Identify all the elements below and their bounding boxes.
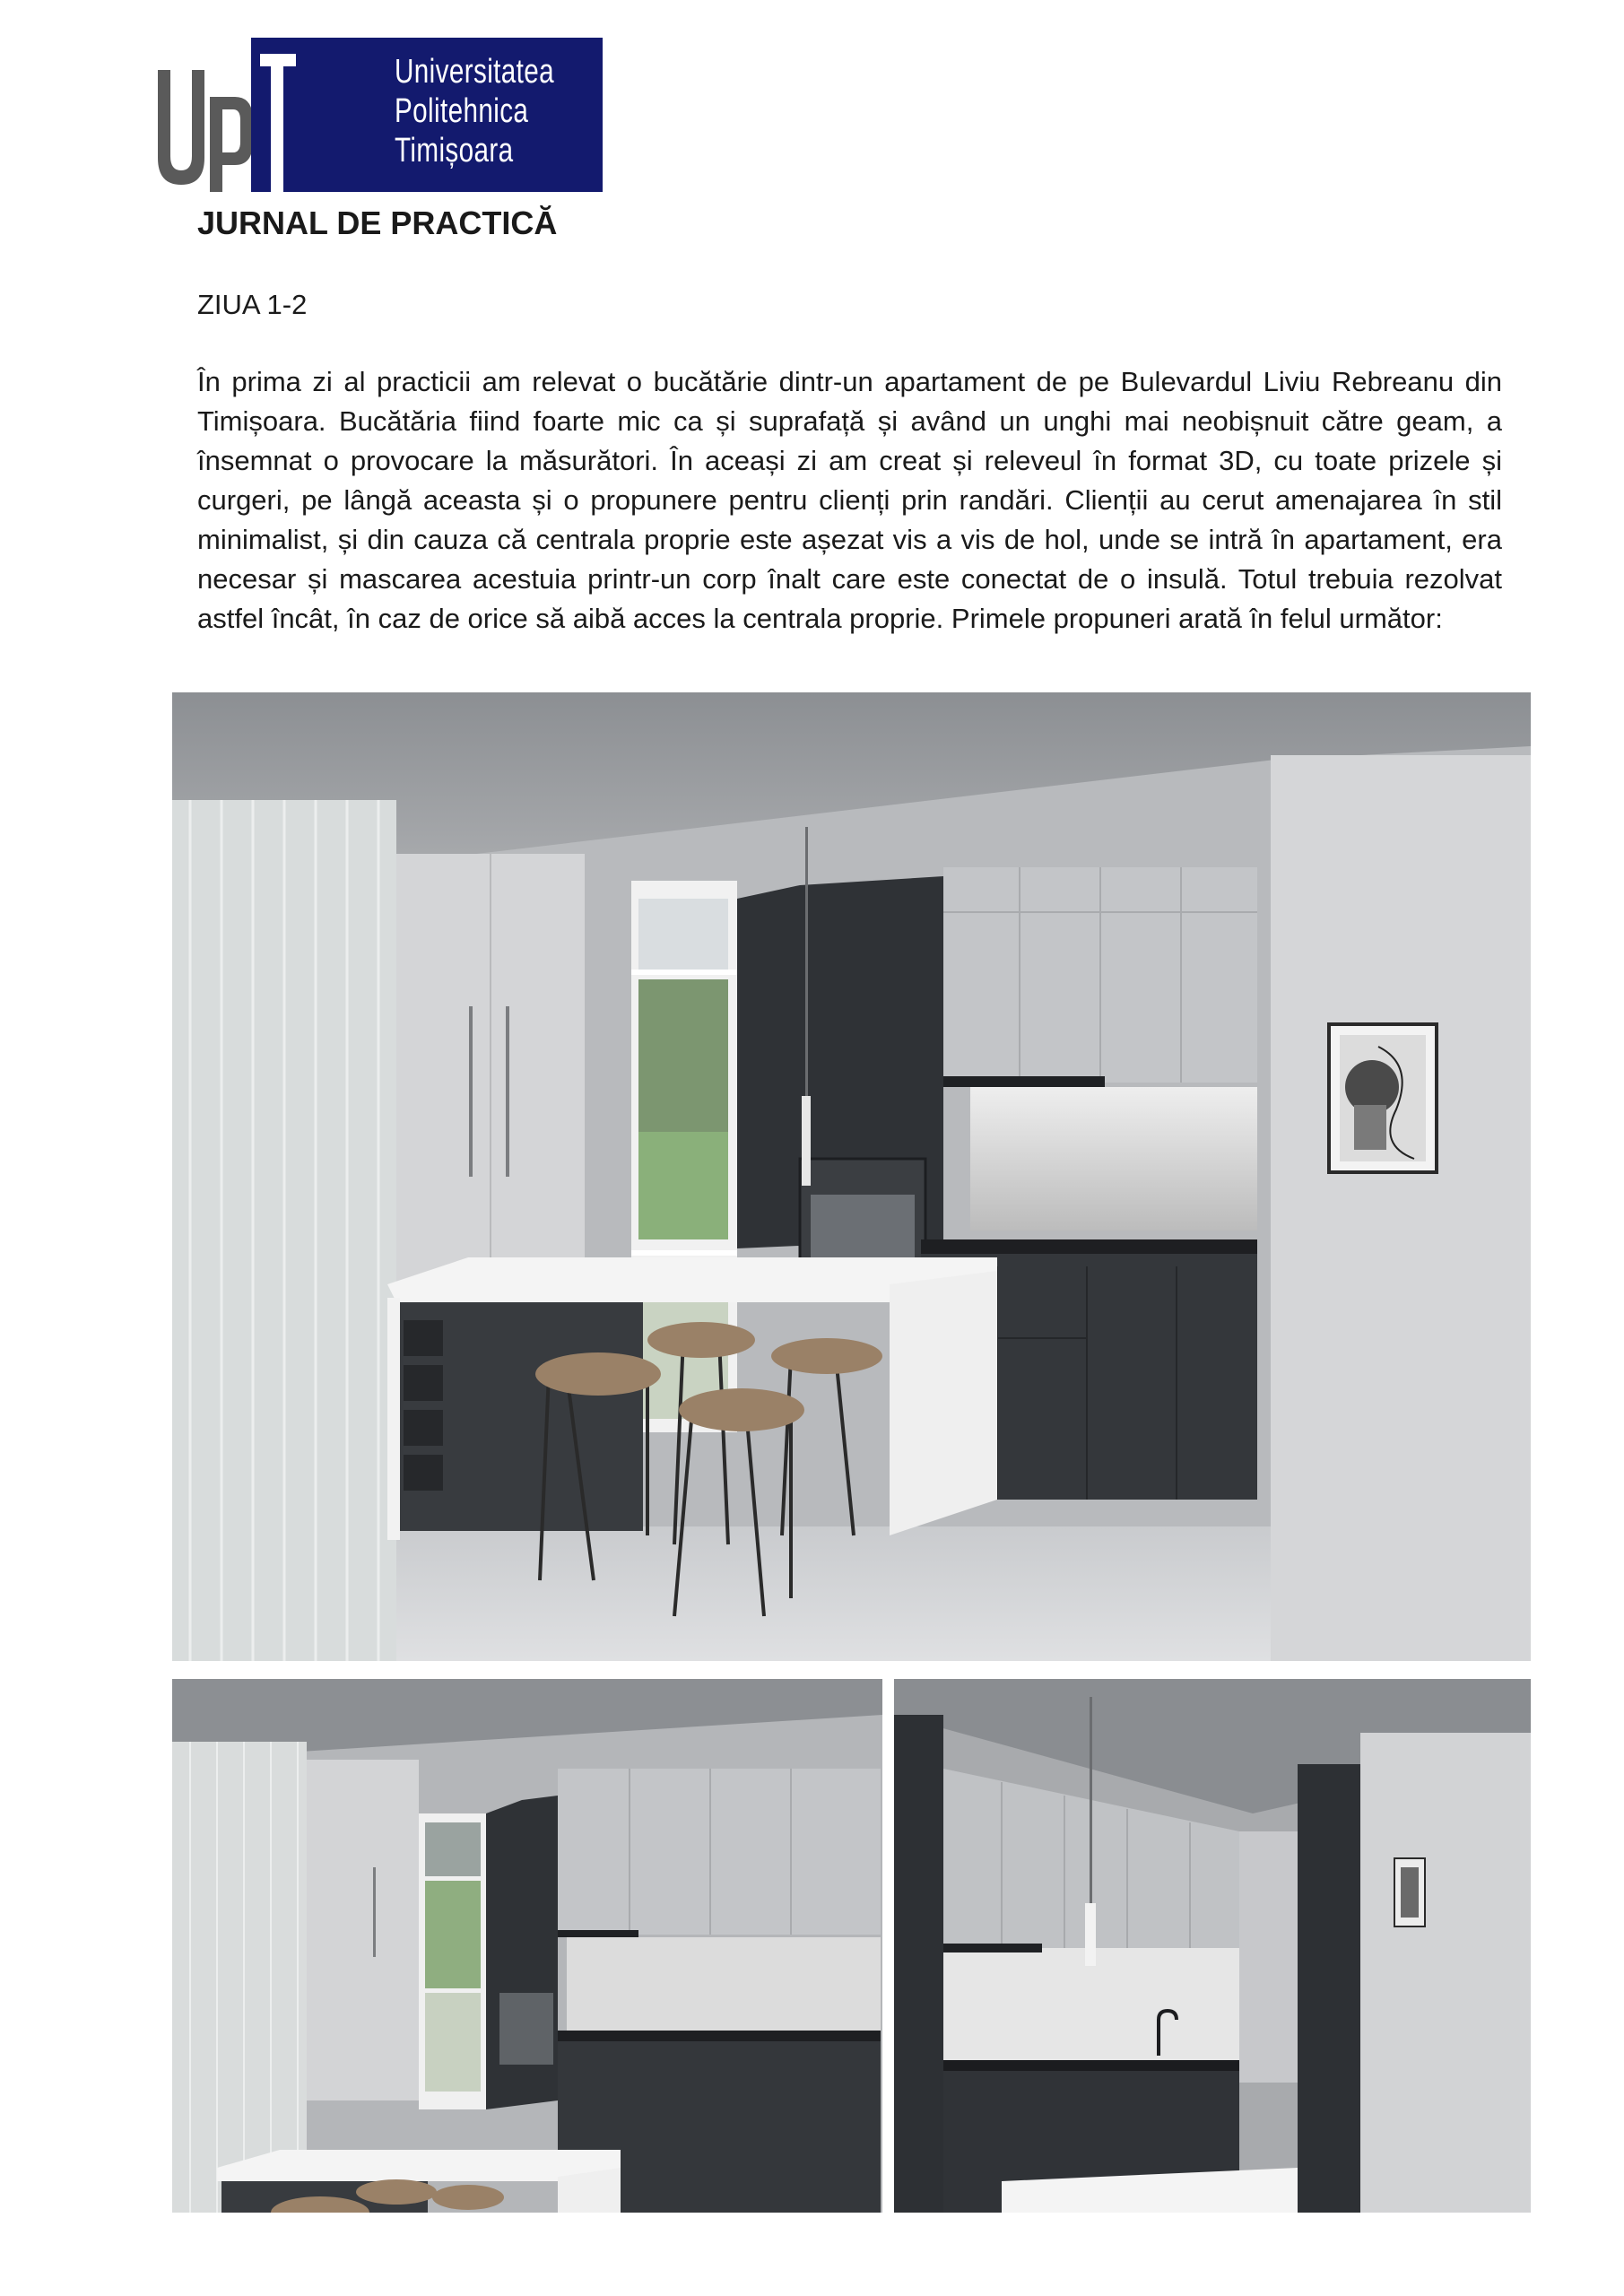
logo-t-mark xyxy=(260,38,296,192)
logo-line-3: Timișoara xyxy=(395,132,514,170)
logo-wordmark xyxy=(395,52,554,170)
upt-letters-logo xyxy=(154,61,253,192)
document-title: JURNAL DE PRACTICĂ xyxy=(197,204,558,241)
day-label: ZIUA 1-2 xyxy=(197,289,308,320)
kitchen-render-right xyxy=(894,1679,1531,2213)
logo-navy-panel xyxy=(251,38,603,192)
kitchen-render-main xyxy=(172,692,1531,1661)
body-paragraph: În prima zi al practicii am relevat o bucătărie dintr-un apartament de pe Bulevardul Liviu Rebreanu din Timișoara. Bucătăria fiind foarte mic ca și suprafață și având un unghi mai neobișnuit către geam, a însemnat o provocare la măsurători. În aceași zi am creat și releveul în format 3D, cu toate prizele și curgeri, pe lângă aceasta și o propunere pentru clienți prin randări. Clienții au cerut amenajarea în stil minimalist, și din cauza că centrala proprie este așezat vis a vis de hol, unde se intră în apartament, era necesar și mascarea acestuia printr-un corp înalt care este conectat de o insulă. Totul trebuia rezolvat astfel încât, în caz de orice să aibă acces la centrala proprie. Primele propuneri arată în felul următor: xyxy=(197,366,1502,634)
logo-line-1: Universitatea xyxy=(395,53,555,91)
logo-line-2: Politehnica xyxy=(395,92,529,130)
university-logo xyxy=(154,38,603,192)
kitchen-render-left xyxy=(172,1679,882,2213)
